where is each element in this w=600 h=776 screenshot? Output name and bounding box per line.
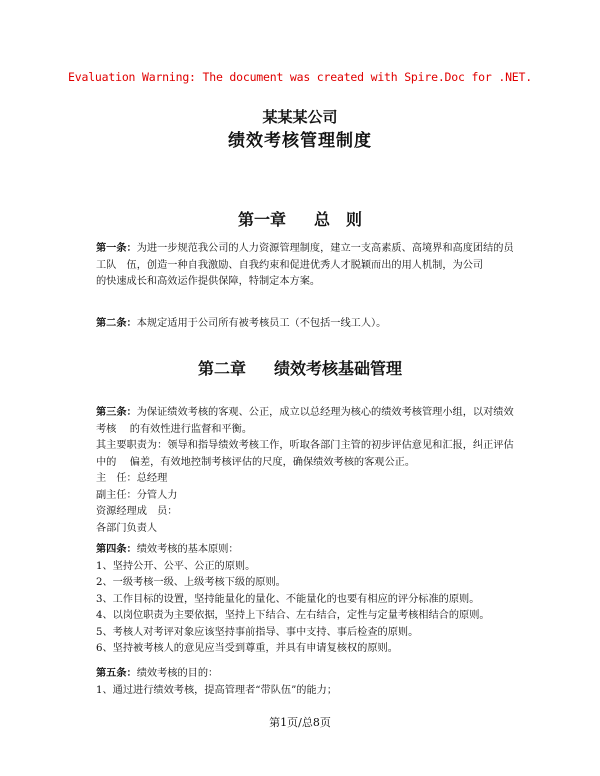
principle-item: 1、坚持公开、公平、公正的原则。	[96, 560, 256, 572]
chapter-name: 绩效考核基础管理	[274, 359, 403, 378]
article-4	[96, 541, 516, 658]
chapter-number: 第二章	[197, 359, 246, 378]
article-line: 考核 的有效性进行监督和平衡。	[96, 423, 253, 435]
principle-item: 3、工作目标的设置，坚持能量化的量化、不能量化的也要有相应的评分标准的原则。	[96, 593, 480, 605]
principle-item: 6、坚持被考核人的意见应当受到尊重，并具有申请复核权的原则。	[96, 643, 398, 654]
page-footer: 第1页/总8页	[269, 716, 331, 729]
article-line: 其主要职责为：领导和指导绩效考核工作，听取各部门主管的初步评估意见和汇报，纠正评估	[96, 440, 514, 451]
evaluation-warning: Evaluation Warning: The document was created with Spire.Doc for .NET.	[68, 70, 532, 84]
member-line: 主 任：总经理	[96, 473, 168, 484]
article-line: 的快速成长和高效运作提供保障，特制定本方案。	[96, 276, 321, 287]
article-2	[96, 315, 516, 333]
article-label: 第四条：	[96, 543, 137, 555]
article-label: 第五条：	[96, 667, 137, 679]
article-line: 第五条：绩效考核的目的：	[96, 667, 219, 679]
principle-item: 5、考核人对考评对象应该坚持事前指导、事中支持、事后检查的原则。	[96, 626, 419, 638]
chapter-1-heading	[0, 207, 600, 230]
article-line: 第一条：为进一步规范我公司的人力资源管理制度，建立一支高素质、高境界和高度团结的员	[96, 242, 514, 254]
article-1	[96, 240, 516, 291]
article-line: 工队 伍，创造一种自我激励、自我约束和促进优秀人才脱颖而出的用人机制，为公司	[96, 259, 484, 271]
article-line: 第四条：绩效考核的基本原则：	[96, 543, 239, 555]
document-title: 绩效考核管理制度	[228, 131, 372, 151]
article-label: 第三条：	[96, 406, 137, 418]
purpose-item: 1、通过进行绩效考核，提高管理者“带队伍”的能力；	[96, 684, 338, 696]
article-3	[96, 404, 516, 537]
article-line: 中的 偏差，有效地控制考核评估的尺度，确保绩效考核的客观公正。	[96, 456, 416, 468]
chapter-number: 第一章	[237, 210, 286, 229]
article-line: 第二条：本规定适用于公司所有被考核员工（不包括一线工人）。	[96, 317, 387, 329]
article-label: 第二条：	[96, 317, 137, 329]
member-line: 资源经理成 员：	[96, 506, 178, 517]
member-line: 副主任：分管人力	[96, 489, 178, 501]
article-5	[96, 665, 516, 699]
article-line: 第三条：为保证绩效考核的客观、公正，成立以总经理为核心的绩效考核管理小组，以对绩效	[96, 406, 514, 418]
chapter-name: 总 则	[314, 210, 363, 229]
chapter-2-heading	[0, 356, 600, 379]
company-name: 某某某公司	[262, 108, 338, 126]
principle-item: 4、以岗位职责为主要依据，坚持上下结合、左右结合，定性与定量考核相结合的原则。	[96, 610, 490, 621]
member-line: 各部门负责人	[96, 522, 158, 534]
principle-item: 2、一级考核一级、上级考核下级的原则。	[96, 577, 286, 588]
article-label: 第一条：	[96, 242, 137, 254]
